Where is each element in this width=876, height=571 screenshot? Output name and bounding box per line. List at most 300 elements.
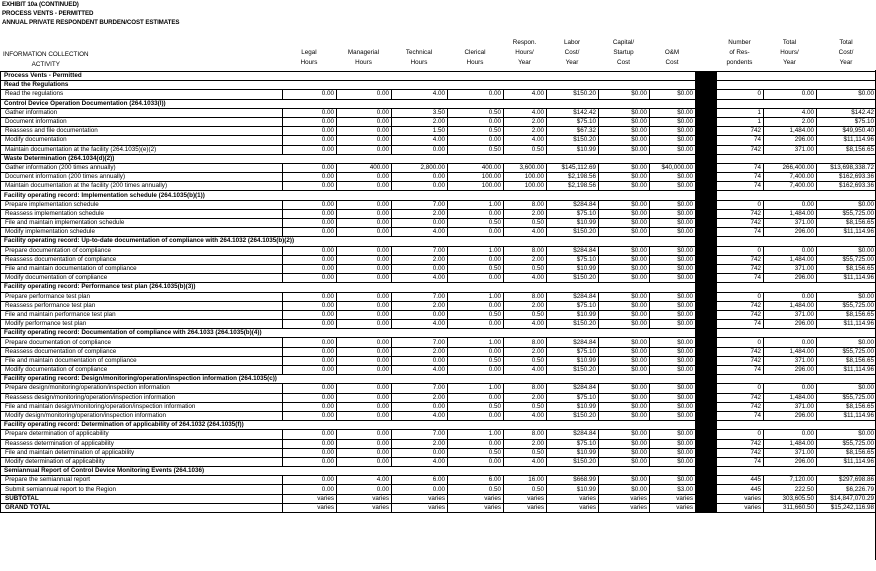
- column-divider: [696, 448, 717, 457]
- table-cell: $150.20: [547, 411, 599, 420]
- table-cell: $13,698,338.72: [817, 163, 876, 172]
- activity-label: GRAND TOTAL: [1, 503, 283, 512]
- section-label: Facility operating record: Determination of applicability of 264.1032 (264.1035(f)): [1, 421, 696, 430]
- table-cell: $0.00: [650, 439, 696, 448]
- table-cell: 0.00: [337, 366, 392, 375]
- table-cell: $3.00: [650, 485, 696, 494]
- table-cell: 371.00: [764, 402, 817, 411]
- table-cell: 742: [717, 127, 764, 136]
- table-row: [1, 292, 876, 301]
- table-cell: 742: [717, 145, 764, 154]
- burden-cost-table: [0, 71, 876, 513]
- table-cell: $668.99: [547, 476, 599, 485]
- table-cell: 74: [717, 411, 764, 420]
- column-divider: [696, 347, 717, 356]
- column-divider: [696, 356, 717, 365]
- table-cell: $49,950.40: [817, 127, 876, 136]
- table-row: [1, 264, 876, 273]
- table-cell: $0.00: [599, 136, 650, 145]
- table-cell: varies: [337, 494, 392, 503]
- table-cell: $10.99: [547, 219, 599, 228]
- table-cell: $55,725.00: [817, 209, 876, 218]
- table-cell: 0.00: [337, 338, 392, 347]
- activity-label: Modify documentation of compliance: [1, 366, 283, 375]
- column-divider: [696, 476, 717, 485]
- total-row: [1, 503, 876, 512]
- table-cell: $8,156.65: [817, 264, 876, 273]
- table-cell: 296.00: [764, 457, 817, 466]
- table-cell: 0.00: [283, 439, 337, 448]
- table-cell: $0.00: [650, 173, 696, 182]
- table-cell: $150.20: [547, 228, 599, 237]
- table-cell: 0.00: [764, 430, 817, 439]
- table-cell: varies: [717, 503, 764, 512]
- table-cell: $150.20: [547, 136, 599, 145]
- table-cell: 0.00: [337, 402, 392, 411]
- table-cell: 0.00: [337, 292, 392, 301]
- table-row: [1, 356, 876, 365]
- table-row: [1, 402, 876, 411]
- table-cell: 0.00: [283, 117, 337, 126]
- table-cell: 371.00: [764, 145, 817, 154]
- section-header-row: [1, 329, 876, 338]
- table-cell: $75.10: [547, 117, 599, 126]
- table-cell: $0.00: [599, 393, 650, 402]
- table-cell: $75.10: [547, 439, 599, 448]
- table-cell: 0.00: [448, 439, 504, 448]
- table-cell: 1: [717, 108, 764, 117]
- table-cell: 742: [717, 393, 764, 402]
- table-cell: 0.50: [448, 448, 504, 457]
- table-cell: 0.00: [337, 127, 392, 136]
- table-cell: 0.00: [448, 117, 504, 126]
- table-cell: $284.84: [547, 200, 599, 209]
- table-cell: $0.00: [650, 320, 696, 329]
- table-cell: 16.00: [504, 476, 547, 485]
- table-cell: 222.50: [764, 485, 817, 494]
- section-label: Read the Regulations: [1, 81, 696, 90]
- table-cell: 0.00: [283, 136, 337, 145]
- column-divider: [696, 72, 717, 81]
- table-title-row: [1, 72, 876, 81]
- table-cell: 74: [717, 136, 764, 145]
- section-header-row: [1, 467, 876, 476]
- table-row: [1, 320, 876, 329]
- table-cell: $0.00: [650, 366, 696, 375]
- table-cell: 0.00: [283, 320, 337, 329]
- table-cell: 742: [717, 255, 764, 264]
- table-cell: $10.99: [547, 264, 599, 273]
- table-cell: varies: [392, 503, 448, 512]
- table-cell: 0.00: [337, 411, 392, 420]
- table-cell: $11,114.96: [817, 411, 876, 420]
- table-cell: 0.50: [504, 145, 547, 154]
- table-cell: 0.00: [764, 384, 817, 393]
- table-cell: $0.00: [599, 439, 650, 448]
- table-row: [1, 439, 876, 448]
- table-cell: 0.00: [283, 411, 337, 420]
- section-header-row: [1, 421, 876, 430]
- table-cell: $0.00: [599, 219, 650, 228]
- table-cell: 0.00: [337, 457, 392, 466]
- section-label: Facility operating record: Documentation of compliance with 264.1033 (264.1035(b)(4)): [1, 329, 696, 338]
- table-cell: 296.00: [764, 274, 817, 283]
- activity-label: File and maintain documentation of compliance: [1, 264, 283, 273]
- table-cell: $150.20: [547, 457, 599, 466]
- table-cell: $75.10: [547, 393, 599, 402]
- section-label-spacer: [717, 154, 876, 163]
- table-cell: $0.00: [817, 90, 876, 99]
- table-cell: $0.00: [817, 200, 876, 209]
- activity-label: Reassess and file documentation: [1, 127, 283, 136]
- table-cell: 0.00: [392, 219, 448, 228]
- table-cell: $0.00: [650, 127, 696, 136]
- table-cell: 0: [717, 292, 764, 301]
- table-cell: varies: [283, 503, 337, 512]
- table-cell: 0.00: [448, 366, 504, 375]
- table-cell: 0.00: [337, 145, 392, 154]
- table-cell: 2.00: [392, 301, 448, 310]
- table-cell: $8,156.65: [817, 356, 876, 365]
- activity-label: Gather information (200 times annually): [1, 163, 283, 172]
- table-row: [1, 310, 876, 319]
- column-divider: [696, 246, 717, 255]
- table-cell: 0.00: [283, 292, 337, 301]
- column-divider: [696, 182, 717, 191]
- table-cell: 4.00: [504, 366, 547, 375]
- table-cell: 0.50: [448, 356, 504, 365]
- table-cell: 742: [717, 219, 764, 228]
- table-cell: $0.00: [599, 347, 650, 356]
- table-cell: $0.00: [599, 384, 650, 393]
- section-label-spacer: [717, 467, 876, 476]
- table-cell: $8,156.65: [817, 310, 876, 319]
- table-cell: 0: [717, 90, 764, 99]
- table-row: [1, 366, 876, 375]
- table-cell: $14,847,070.29: [817, 494, 876, 503]
- table-cell: 8.00: [504, 246, 547, 255]
- table-cell: 0.00: [764, 338, 817, 347]
- section-label: Semiannual Report of Control Device Monitoring Events (264.1036): [1, 467, 696, 476]
- table-cell: 400.00: [337, 163, 392, 172]
- section-label-spacer: [717, 81, 876, 90]
- column-header-c7: [598, 38, 649, 68]
- column-divider: [696, 200, 717, 209]
- column-header-line: Legal: [301, 49, 317, 56]
- section-label: Waste Determination (264.1034(d)(2)): [1, 154, 696, 163]
- table-cell: 1,484.00: [764, 347, 817, 356]
- activity-label-line2: ACTIVITY: [31, 61, 60, 68]
- table-cell: 0.00: [283, 274, 337, 283]
- table-cell: 0.50: [504, 310, 547, 319]
- column-divider: [696, 411, 717, 420]
- table-cell: 0.00: [283, 228, 337, 237]
- table-cell: $0.00: [599, 163, 650, 172]
- activity-label: Prepare design/monitoring/operation/inspection information: [1, 384, 283, 393]
- table-cell: 0.50: [448, 402, 504, 411]
- column-header-line: Number: [728, 39, 751, 46]
- column-header-line: Year: [783, 59, 796, 66]
- table-cell: $8,156.65: [817, 219, 876, 228]
- table-cell: 1,484.00: [764, 127, 817, 136]
- table-cell: $0.00: [599, 320, 650, 329]
- table-cell: $0.00: [650, 219, 696, 228]
- table-cell: 1,484.00: [764, 255, 817, 264]
- table-cell: 2.00: [504, 393, 547, 402]
- table-cell: 4.00: [392, 136, 448, 145]
- table-cell: $150.20: [547, 274, 599, 283]
- table-cell: $6,226.79: [817, 485, 876, 494]
- column-divider: [696, 136, 717, 145]
- table-cell: $0.00: [817, 384, 876, 393]
- table-cell: $0.00: [650, 274, 696, 283]
- activity-label: Prepare performance test plan: [1, 292, 283, 301]
- activity-label: Reassess design/monitoring/operation/inspection information: [1, 393, 283, 402]
- table-cell: $75.10: [547, 209, 599, 218]
- activity-label: Submit semiannual report to the Region: [1, 485, 283, 494]
- column-divider: [696, 430, 717, 439]
- column-divider: [696, 81, 717, 90]
- table-cell: 0.50: [448, 310, 504, 319]
- table-cell: 2.00: [504, 209, 547, 218]
- table-cell: 74: [717, 228, 764, 237]
- column-divider: [696, 283, 717, 292]
- table-cell: 445: [717, 476, 764, 485]
- table-cell: 74: [717, 457, 764, 466]
- table-cell: 0: [717, 338, 764, 347]
- activity-label: Prepare implementation schedule: [1, 200, 283, 209]
- table-cell: $55,725.00: [817, 301, 876, 310]
- table-cell: $0.00: [650, 200, 696, 209]
- section-label-spacer: [717, 99, 876, 108]
- column-header-line: Year: [839, 59, 853, 66]
- activity-label: Gather information: [1, 108, 283, 117]
- table-cell: $55,725.00: [817, 393, 876, 402]
- table-cell: 0.00: [337, 264, 392, 273]
- table-cell: 1.00: [448, 338, 504, 347]
- column-divider: [696, 421, 717, 430]
- table-cell: $0.00: [599, 145, 650, 154]
- section-label-spacer: [717, 283, 876, 292]
- table-cell: $8,156.65: [817, 448, 876, 457]
- table-row: [1, 209, 876, 218]
- table-cell: 7,400.00: [764, 173, 817, 182]
- table-cell: 2.00: [392, 209, 448, 218]
- table-cell: 0.00: [283, 384, 337, 393]
- table-cell: 2.00: [504, 347, 547, 356]
- activity-label: Modify implementation schedule: [1, 228, 283, 237]
- table-cell: $0.00: [599, 301, 650, 310]
- table-cell: 0.00: [283, 457, 337, 466]
- table-cell: 0: [717, 430, 764, 439]
- table-cell: 4.00: [392, 411, 448, 420]
- table-cell: 0.00: [337, 228, 392, 237]
- table-cell: 0.50: [504, 402, 547, 411]
- table-row: [1, 384, 876, 393]
- table-cell: 1,484.00: [764, 301, 817, 310]
- table-cell: varies: [599, 503, 650, 512]
- section-label: Facility operating record: Design/monitoring/operation/inspection information (264.1035(c)): [1, 375, 696, 384]
- table-cell: $0.00: [650, 411, 696, 420]
- table-cell: 371.00: [764, 219, 817, 228]
- table-cell: 0.00: [283, 448, 337, 457]
- activity-label: Reassess performance test plan: [1, 301, 283, 310]
- table-cell: 4.00: [504, 136, 547, 145]
- activity-label-line1: INFORMATION COLLECTION: [3, 51, 89, 58]
- column-header-c8: [649, 48, 695, 68]
- table-cell: 0.50: [504, 219, 547, 228]
- table-cell: 0.00: [283, 209, 337, 218]
- table-cell: $142.42: [817, 108, 876, 117]
- table-cell: $297,698.86: [817, 476, 876, 485]
- section-header-row: [1, 375, 876, 384]
- table-cell: 4.00: [392, 228, 448, 237]
- column-header-line: Managerial: [347, 49, 380, 56]
- table-cell: 0.00: [392, 182, 448, 191]
- table-cell: 0.00: [283, 356, 337, 365]
- table-cell: 0.00: [392, 356, 448, 365]
- section-label-spacer: [717, 191, 876, 200]
- table-cell: 100.00: [448, 173, 504, 182]
- table-cell: 0.00: [283, 402, 337, 411]
- activity-label: File and maintain design/monitoring/operation/inspection information: [1, 402, 283, 411]
- table-cell: 0.00: [392, 310, 448, 319]
- table-cell: 4.00: [504, 274, 547, 283]
- table-cell: $0.00: [650, 448, 696, 457]
- table-cell: 0.00: [392, 173, 448, 182]
- column-header-line: Technical: [405, 49, 433, 56]
- activity-label: Modify determination of applicability: [1, 457, 283, 466]
- column-header-c5: [503, 38, 546, 68]
- activity-label: File and maintain performance test plan: [1, 310, 283, 319]
- activity-label: Read the regulations: [1, 90, 283, 99]
- column-divider: [696, 467, 717, 476]
- table-cell: 0.00: [283, 145, 337, 154]
- activity-label: Reassess implementation schedule: [1, 209, 283, 218]
- table-cell: 0.00: [283, 264, 337, 273]
- table-cell: 0.00: [283, 430, 337, 439]
- table-cell: $0.00: [817, 338, 876, 347]
- section-header-row: [1, 237, 876, 246]
- activity-label: Modify documentation of compliance: [1, 274, 283, 283]
- table-cell: $0.00: [599, 366, 650, 375]
- table-cell: varies: [717, 494, 764, 503]
- table-cell: $10.99: [547, 356, 599, 365]
- column-header-line: Capital/: [612, 39, 635, 46]
- table-cell: 4.00: [504, 108, 547, 117]
- column-header-c6: [546, 38, 598, 68]
- table-cell: 0.00: [283, 485, 337, 494]
- column-divider: [696, 375, 717, 384]
- activity-label: Modify documentation: [1, 136, 283, 145]
- table-cell: 742: [717, 310, 764, 319]
- column-divider: [696, 393, 717, 402]
- table-cell: $2,198.56: [547, 173, 599, 182]
- table-cell: 0.00: [283, 476, 337, 485]
- table-cell: $11,114.96: [817, 274, 876, 283]
- column-divider: [696, 366, 717, 375]
- table-cell: 74: [717, 173, 764, 182]
- table-cell: 1,484.00: [764, 439, 817, 448]
- table-cell: 0.00: [448, 274, 504, 283]
- column-divider: [696, 264, 717, 273]
- table-cell: $0.00: [599, 310, 650, 319]
- table-cell: 2.00: [504, 255, 547, 264]
- table-cell: 0.00: [283, 127, 337, 136]
- table-cell: 0.00: [337, 430, 392, 439]
- table-cell: $11,114.96: [817, 320, 876, 329]
- table-cell: 3.50: [392, 108, 448, 117]
- column-header-line: Cost: [665, 59, 679, 66]
- table-cell: $10.99: [547, 448, 599, 457]
- table-row: [1, 117, 876, 126]
- column-divider: [696, 310, 717, 319]
- table-cell: varies: [504, 503, 547, 512]
- table-cell: 0.00: [392, 485, 448, 494]
- table-cell: 266,400.00: [764, 163, 817, 172]
- table-row: [1, 301, 876, 310]
- column-header-line: Total: [782, 39, 797, 46]
- table-cell: 0.00: [337, 347, 392, 356]
- table-cell: 100.00: [504, 182, 547, 191]
- column-divider: [696, 219, 717, 228]
- table-cell: $0.00: [599, 457, 650, 466]
- table-cell: 0.00: [337, 173, 392, 182]
- column-divider: [696, 384, 717, 393]
- table-cell: 0.00: [448, 209, 504, 218]
- column-header-line: Hours: [466, 59, 484, 66]
- table-cell: varies: [283, 494, 337, 503]
- column-divider: [696, 127, 717, 136]
- table-cell: 296.00: [764, 228, 817, 237]
- table-cell: $0.00: [650, 145, 696, 154]
- table-cell: 0.00: [337, 108, 392, 117]
- table-cell: $0.00: [650, 476, 696, 485]
- table-cell: 7.00: [392, 338, 448, 347]
- table-cell: $0.00: [650, 356, 696, 365]
- table-row: [1, 485, 876, 494]
- table-cell: 100.00: [448, 182, 504, 191]
- column-divider: [696, 209, 717, 218]
- column-header-c4: [447, 48, 503, 68]
- table-cell: 0.50: [448, 145, 504, 154]
- table-cell: $0.00: [599, 200, 650, 209]
- table-cell: 0.00: [448, 228, 504, 237]
- table-cell: $284.84: [547, 246, 599, 255]
- table-cell: $15,242,116.98: [817, 503, 876, 512]
- column-header-line: Hours: [355, 59, 372, 66]
- table-cell: $8,156.65: [817, 402, 876, 411]
- table-row: [1, 90, 876, 99]
- column-divider: [696, 494, 717, 503]
- column-header-c9: [716, 38, 763, 68]
- table-cell: 0.00: [337, 384, 392, 393]
- table-cell: $0.00: [650, 310, 696, 319]
- column-divider: [696, 255, 717, 264]
- table-cell: $75.10: [547, 301, 599, 310]
- table-cell: 2.00: [764, 117, 817, 126]
- table-cell: $0.00: [650, 108, 696, 117]
- table-cell: varies: [599, 494, 650, 503]
- table-cell: $0.00: [599, 338, 650, 347]
- table-row: [1, 430, 876, 439]
- table-cell: $2,198.56: [547, 182, 599, 191]
- table-cell: 371.00: [764, 310, 817, 319]
- table-cell: varies: [547, 494, 599, 503]
- activity-label: Prepare documentation of compliance: [1, 246, 283, 255]
- table-cell: 74: [717, 366, 764, 375]
- table-row: [1, 173, 876, 182]
